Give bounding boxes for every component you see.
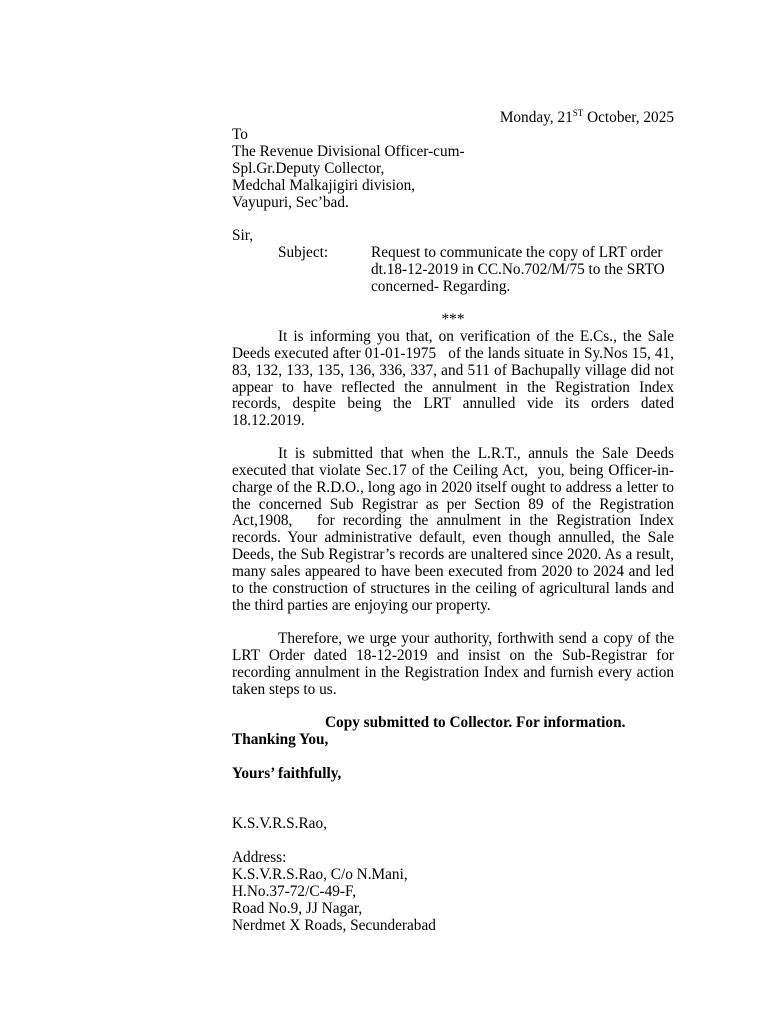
salutation: Sir, bbox=[232, 227, 254, 244]
recipient-line: Vayupuri, Sec’bad. bbox=[232, 193, 349, 211]
address-block bbox=[232, 850, 674, 935]
date-suffix: October, 2025 bbox=[583, 109, 674, 126]
subject-text: Request to communicate the copy of LRT order dt.18-12-2019 in CC.No.702/M/75 to the SRTO concerned- Regarding. bbox=[371, 244, 665, 296]
subject-label: Subject: bbox=[278, 244, 329, 261]
recipient-block bbox=[232, 127, 674, 212]
signatory-name: K.S.V.R.S.Rao, bbox=[232, 815, 327, 832]
letter-date bbox=[500, 109, 674, 126]
recipient-line: Medchal Malkajigiri division, bbox=[232, 176, 416, 194]
body-paragraph: It is submitted that when the L.R.T., annuls the Sale Deeds executed that violate Sec.17 of the Ceiling Act, you, being Officer-in-charge of the R.D.O., long ago in 2020 itself ought to address a letter to the concerned Sub Registrar as per Section 89 of the Registration Act,1908, for recording the annulment in the Registration Index records. Your administrative default, even though annulled, the Sale Deeds, the Sub Registrar’s records are unaltered since 2020. As a result, many sales appeared to have been executed from 2020 to 2024 and led to the construction of structures in the ceiling of agricultural lands and the third parties are enjoying our property. bbox=[232, 445, 674, 614]
address-line: Nerdmet X Roads, Secunderabad bbox=[232, 916, 436, 934]
address-line: Road No.9, JJ Nagar, bbox=[232, 899, 363, 917]
date-ordinal: ST bbox=[572, 108, 584, 118]
thanks-line: Thanking You, bbox=[232, 731, 329, 748]
recipient-line: To bbox=[232, 126, 248, 143]
address-line: K.S.V.R.S.Rao, C/o N.Mani, bbox=[232, 865, 408, 883]
address-line: H.No.37-72/C-49-F, bbox=[232, 882, 357, 900]
recipient-line: The Revenue Divisional Officer-cum- bbox=[232, 142, 465, 160]
body-paragraph: It is informing you that, on verification of the E.Cs., the Sale Deeds executed after 01-01-1975 of the lands situate in Sy.Nos 15, 41, 83, 132, 133, 135, 136, 336, 337, and 511 of Bachupally village did not appear to have reflected the annulment in the Registration Index records, despite being the LRT annulled vide its orders dated 18.12.2019. bbox=[232, 328, 674, 430]
section-separator: *** bbox=[441, 311, 465, 328]
address-line: Address: bbox=[232, 849, 287, 866]
copy-note: Copy submitted to Collector. For information. bbox=[325, 714, 626, 731]
date-prefix: Monday, 21 bbox=[499, 109, 573, 126]
sign-off: Yours’ faithfully, bbox=[232, 765, 342, 782]
recipient-line: Spl.Gr.Deputy Collector, bbox=[232, 159, 385, 177]
body-paragraph: Therefore, we urge your authority, forthwith send a copy of the LRT Order dated 18-12-2019 and insist on the Sub-Registrar for recording annulment in the Registration Index and furnish every action taken steps to us. bbox=[232, 630, 674, 698]
